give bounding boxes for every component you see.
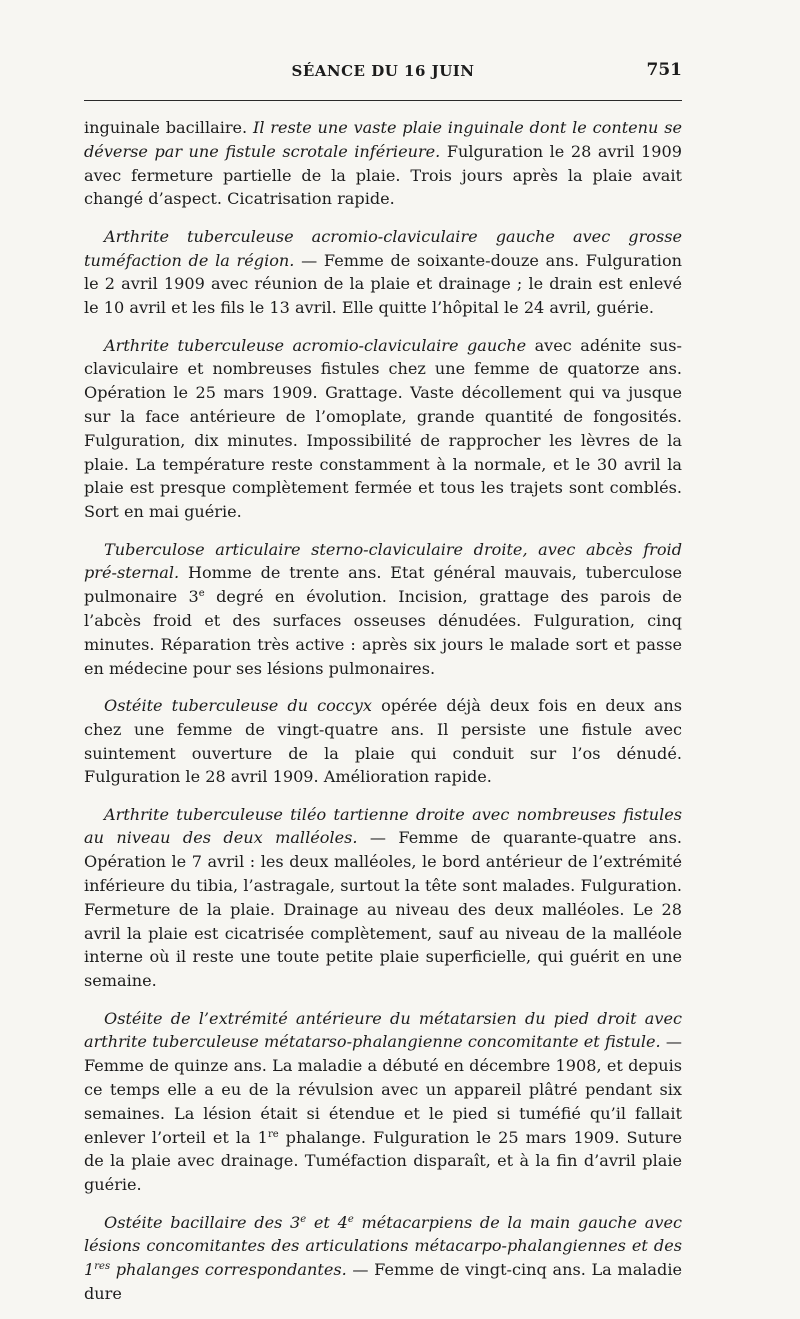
- paragraph-3: [84, 334, 682, 524]
- paragraph-8-title-a: Ostéite bacillaire des 3: [104, 1212, 301, 1232]
- paragraph-5-text: opérée déjà deux fois en deux ans chez une femme de vingt-quatre ans. Il persiste une fistule avec suintement ouverture de la plaie qui conduit sur l’os dénudé. Fulguration le 28 avril 1909. Amélioration rapide.: [84, 695, 682, 787]
- paragraph-6-title: Arthrite tuberculeuse tiléo tartienne droite avec nombreuses fistules au niveau des deux malléoles.: [84, 804, 682, 848]
- page-number: 751: [646, 60, 682, 80]
- paragraph-1-lead: inguinale bacillaire.: [84, 118, 253, 137]
- paragraph-5: [84, 694, 682, 789]
- paragraph-1: [84, 116, 682, 211]
- paragraph-8-sup-c: res: [94, 1261, 111, 1273]
- paragraph-8-sup-b: e: [347, 1213, 354, 1225]
- header-title: SÉANCE DU 16 JUIN: [291, 62, 475, 80]
- paragraph-8-title-d: phalanges correspondantes.: [110, 1260, 347, 1280]
- paragraph-7-title: Ostéite de l’extrémité antérieure du métatarsien du pied droit avec arthrite tuberculeuse métatarso-phalangienne concomitante et fistule.: [84, 1008, 682, 1052]
- paragraph-7-text-continued: phalange. Fulguration le 25 mars 1909. Suture de la plaie avec drainage. Tuméfaction disparaît, et à la fin d’avril plaie guérie.: [84, 1127, 682, 1195]
- paragraph-8-title-c: métacarpiens de la main gauche avec lésions concomitantes des articulations métacarpo-phalangiennes et des 1: [84, 1212, 682, 1280]
- paragraph-8-text: — Femme de vingt-cinq ans. La maladie dure: [84, 1260, 683, 1304]
- paragraph-2-text: — Femme de soixante-douze ans. Fulguration le 2 avril 1909 avec réunion de la plaie et drainage ; le drain est enlevé le 10 avril et les fils le 13 avril. Elle quitte l’hôpital le 24 avril, guérie.: [84, 250, 682, 318]
- paragraph-2: [84, 225, 682, 320]
- paragraph-7-text: — Femme de quinze ans. La maladie a débuté en décembre 1908, et depuis ce temps elle a eu de la révulsion avec un appareil plâtré pendant six semaines. La lésion était si étendue et le pied si tuméfié qu’il fallait enlever l’orteil et la 1: [84, 1032, 683, 1147]
- paragraph-5-title: Ostéite tuberculeuse du coccyx: [104, 695, 372, 715]
- paragraph-4-superscript: e: [198, 588, 205, 600]
- paragraph-1-text: Fulguration le 28 avril 1909 avec fermeture partielle de la plaie. Trois jours après la plaie avait changé d’aspect. Cicatrisation rapide.: [84, 141, 682, 209]
- running-header: [84, 58, 682, 88]
- paragraph-4: [84, 538, 682, 681]
- paragraph-4-text-continued: degré en évolution. Incision, grattage des parois de l’abcès froid et des surfaces osseuses dénudées. Fulguration, cinq minutes. Réparation très active : après six jours le malade sort et passe en médecine pour ses lésions pulmonaires.: [84, 587, 682, 678]
- paragraph-7: [84, 1007, 682, 1197]
- paragraph-3-title: Arthrite tuberculeuse acromio-claviculaire gauche: [104, 335, 527, 355]
- body-text: [84, 116, 682, 1319]
- paragraph-4-text: Homme de trente ans. Etat général mauvais, tuberculose pulmonaire 3: [84, 563, 682, 607]
- paragraph-6-text: — Femme de quarante-quatre ans. Opération le 7 avril : les deux malléoles, le bord antérieur de l’extrémité inférieure du tibia, l’astragale, surtout la tête sont malades. Fulguration. Fermeture de la plaie. Drainage au niveau des deux malléoles. Le 28 avril la plaie est cicatrisée complètement, sauf au niveau de la malléole interne où il reste une toute petite plaie superficielle, qui guérit en une semaine.: [84, 828, 683, 991]
- paragraph-8-sup-a: e: [300, 1213, 307, 1225]
- paragraph-8-title-b: et 4: [306, 1212, 348, 1232]
- paragraph-1-italic: Il reste une vaste plaie inguinale dont le contenu se déverse par une fistule scrotale inférieure.: [84, 118, 682, 161]
- paragraph-6: [84, 803, 682, 993]
- paragraph-7-superscript: re: [267, 1128, 279, 1140]
- paragraph-4-title: Tuberculose articulaire sterno-claviculaire droite, avec abcès froid pré-sternal.: [84, 539, 682, 583]
- paragraph-8: [84, 1211, 682, 1306]
- paragraph-2-title: Arthrite tuberculeuse acromio-claviculaire gauche avec grosse tuméfaction de la région.: [84, 226, 682, 270]
- header-rule: [84, 100, 682, 101]
- paragraph-3-text: avec adénite sus-claviculaire et nombreuses fistules chez une femme de quatorze ans. Opération le 25 mars 1909. Grattage. Vaste décollement qui va jusque sur la face antérieure de l’omoplate, grande quantité de fongosités. Fulguration, dix minutes. Impossibilité de rapprocher les lèvres de la plaie. La température reste constamment à la normale, et le 30 avril la plaie est presque complètement fermée et tous les trajets sont comblés. Sort en mai guérie.: [84, 335, 682, 522]
